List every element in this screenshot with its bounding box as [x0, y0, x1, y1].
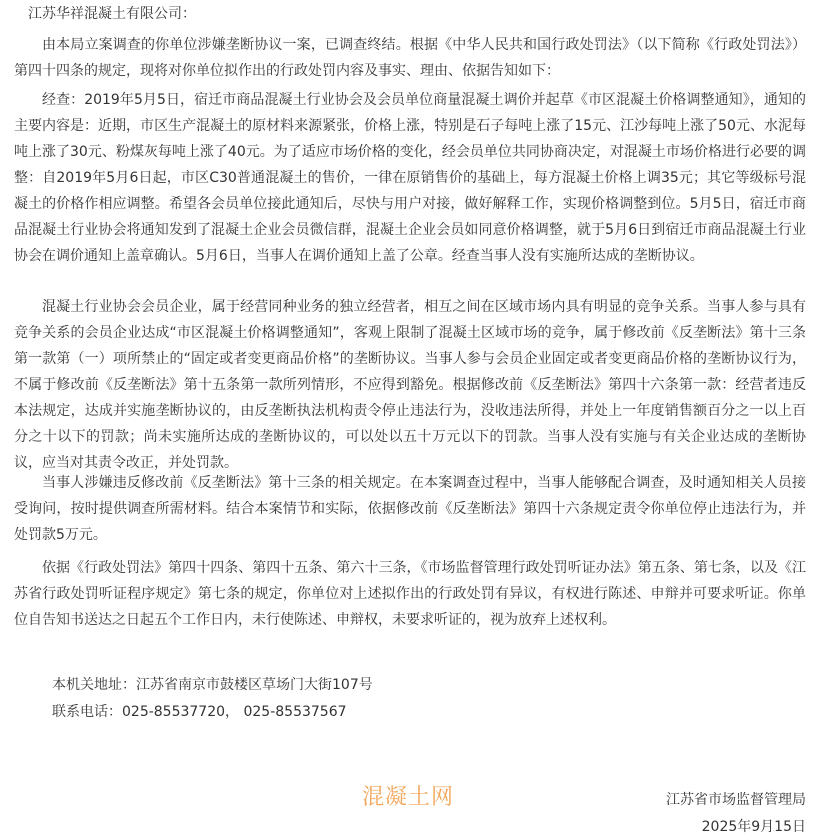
analysis-paragraph: 混凝土行业协会会员企业，属于经营同种业务的独立经营者，相互之间在区域市场内具有明显的竞争关系。当事人参与具有竞争关系的会员企业达成“市区混凝土价格调整通知”，客观上限制了混凝土区域市场的竞争，属于修改前《反垄断法》第十三条第一款第（一）项所禁止的“固定或者变更商品价格”的垄断协议。当事人参与会员企业固定或者变更商品价格的垄断协议行为，不属于修改前《反垄断法》第十五条第一款所列情形，不应得到豁免。根据修改前《反垄断法》第四十六条第一款：经营者违反本法规定，达成并实施垄断协议的，由反垄断执法机构责令停止违法行为，没收违法所得，并处上一年度销售额百分之一以上百分之十以下的罚款；尚未实施所达成的垄断协议的，可以处以五十万元以下的罚款。当事人没有实施与有关企业达成的垄断协议，应当对其责令改正，并处罚款。	[14, 299, 806, 471]
penalty-paragraph: 当事人涉嫌违反修改前《反垄断法》第十三条的相关规定。在本案调查过程中，当事人能够配合调查，及时通知相关人员接受询问，按时提供调查所需材料。结合本案情节和实际，依据修改前《反垄断法》第四十六条规定责令你单位停止违法行为，并处罚款5万元。	[14, 475, 806, 543]
site-watermark: 混凝土网	[362, 785, 455, 810]
signature-organization: 江苏省市场监督管理局	[666, 792, 806, 808]
signature-date: 2025年9月15日	[701, 819, 806, 835]
intro-paragraph: 由本局立案调查的你单位涉嫌垄断协议一案，已调查终结。根据《中华人民共和国行政处罚法》（以下简称《行政处罚法》）第四十四条的规定，现将对你单位拟作出的行政处罚内容及事实、理由、依据告知如下：	[14, 37, 806, 79]
facts-paragraph: 经查：2019年5月5日，宿迁市商品混凝土行业协会及会员单位商量混凝土调价并起草《市区混凝土价格调整通知》，通知的主要内容是：近期，市区生产混凝土的原材料来源紧张，价格上涨，特别是石子每吨上涨了15元、江沙每吨上涨了50元、水泥每吨上涨了30元、粉煤灰每吨上涨了40元。为了适应市场价格的变化，经会员单位共同协商决定，对混凝土市场价格进行必要的调整：自2019年5月6日起，市区C30普通混凝土的售价，一律在原销售价的基础上，每方混凝土价格上调35元；其它等级标号混凝土的价格作相应调整。希望各会员单位接此通知后，尽快与用户对接，做好解释工作，实现价格调整到位。5月5日，宿迁市商品混凝土行业协会将通知发到了混凝土企业会员微信群，混凝土企业会员如同意价格调整，就于5月6日到宿迁市商品混凝土行业协会在调价通知上盖章确认。5月6日，当事人在调价通知上盖了公章。经查当事人没有实施所达成的垄断协议。	[14, 92, 806, 264]
addressee: 江苏华祥混凝土有限公司：	[28, 6, 196, 22]
agency-address: 本机关地址：江苏省南京市鼓楼区草场门大街107号	[52, 677, 373, 693]
contact-phone: 联系电话：025-85537720， 025-85537567	[52, 704, 347, 720]
rights-paragraph: 依据《行政处罚法》第四十四条、第四十五条、第六十三条，《市场监督管理行政处罚听证办法》第五条、第七条，以及《江苏省行政处罚听证程序规定》第七条的规定，你单位对上述拟作出的行政处罚有异议，有权进行陈述、申辩并可要求听证。你单位自告知书送达之日起五个工作日内，未行使陈述、申辩权，未要求听证的，视为放弃上述权利。	[14, 560, 806, 628]
